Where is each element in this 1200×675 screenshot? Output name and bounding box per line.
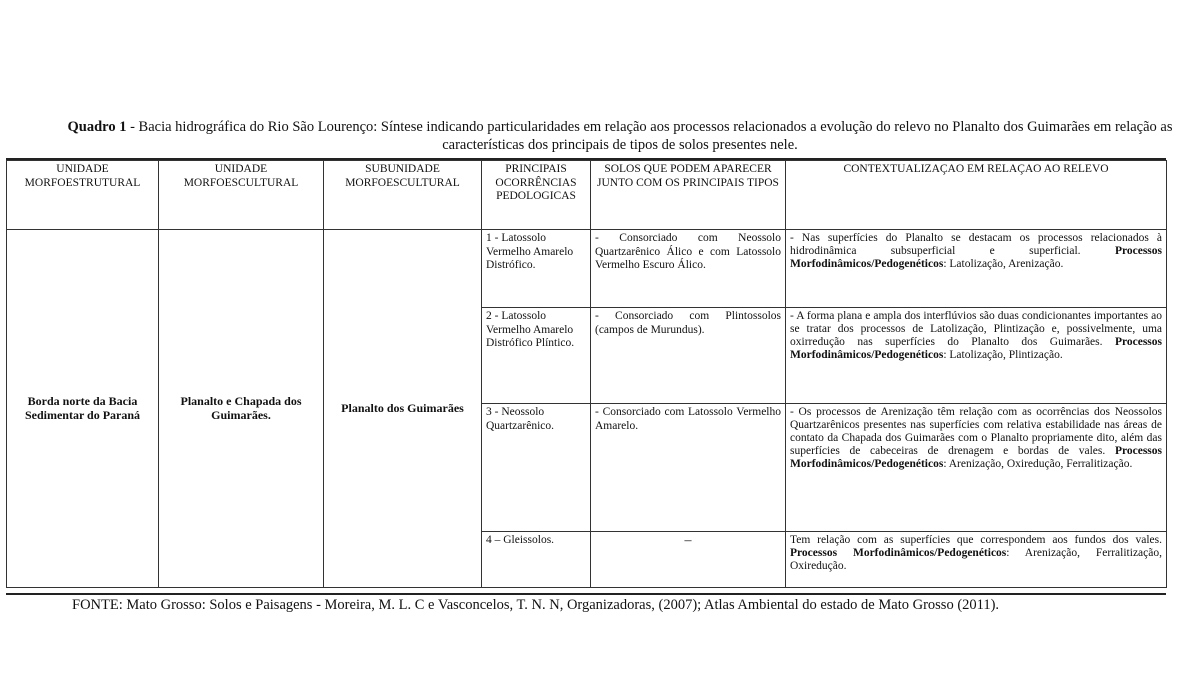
cell-soil: 2 - Latossolo Vermelho Amarelo Distrófico Plíntico. — [482, 308, 591, 404]
header-contextualizacao: CONTEXTUALIZAÇAO EM RELAÇAO AO RELEVO — [786, 161, 1167, 230]
source-note: FONTE: Mato Grosso: Solos e Paisagens - Moreira, M. L. C e Vasconcelos, T. N. N, Organizadoras, (2007); Atlas Ambiental do estado de Mato Grosso (2011). — [72, 597, 1000, 613]
cell-morfoestrutural: Borda norte da Bacia Sedimentar do Paraná — [7, 230, 159, 588]
header-subunidade: SUBUNIDADE MORFOESCULTURAL — [324, 161, 482, 230]
cell-soil: 1 - Latossolo Vermelho Amarelo Distrófico. — [482, 230, 591, 308]
empty-dash: – — [684, 533, 692, 548]
header-row — [7, 161, 1167, 230]
cell-morfoescultural: Planalto e Chapada dos Guimarães. — [159, 230, 324, 588]
cell-soil: 4 – Gleissolos. — [482, 532, 591, 588]
cell-context — [786, 404, 1167, 532]
ctx-process-list: : Arenização, Oxiredução, Ferralitização. — [943, 458, 1133, 470]
header-solos-associados: SOLOS QUE PODEM APARECER JUNTO COM OS PRINCIPAIS TIPOS — [591, 161, 786, 230]
ctx-process-label: Processos Morfodinâmicos/Pedogenéticos — [790, 245, 1162, 270]
header-ocorrencias: PRINCIPAIS OCORRÊNCIAS PEDOLOGICAS — [482, 161, 591, 230]
header-morfoescultural: UNIDADE MORFOESCULTURAL — [159, 161, 324, 230]
cell-assoc: - Consorciado com Latossolo Vermelho Amarelo. — [591, 404, 786, 532]
cell-subunidade: Planalto dos Guimarães — [324, 230, 482, 588]
caption-text: - Bacia hidrográfica do Rio São Lourenço: Síntese indicando particularidades em relação aos processos relacionados a evolução do relevo no Planalto dos Guimarães em relação as características dos principais de tipos de solos presentes nele. — [126, 119, 1173, 153]
ctx-process-label: Processos Morfodinâmicos/Pedogenéticos — [790, 336, 1162, 361]
table-row — [7, 230, 1167, 308]
soil-relief-table — [6, 160, 1167, 588]
ctx-process-list: : Latolização, Arenização. — [943, 258, 1064, 270]
caption-label: Quadro 1 — [67, 119, 127, 135]
cell-context — [786, 230, 1167, 308]
cell-soil: 3 - Neossolo Quartzarênico. — [482, 404, 591, 532]
header-morfoestrutural: UNIDADE MORFOESTRUTURAL — [7, 161, 159, 230]
cell-context — [786, 308, 1167, 404]
ctx-text: - Os processos de Arenização têm relação com as ocorrências dos Neossolos Quartzarênicos presentes nas superfícies com relativa estabilidade nas áreas de contato da Chapada dos Guimarães com o Planalto propriamente dito, além das superfícies de cabeceiras de drenagem e bordas de vales. — [790, 406, 1162, 457]
table-frame — [6, 158, 1166, 595]
table-caption — [40, 118, 1200, 154]
ctx-text: Tem relação com as superfícies que correspondem aos fundos dos vales. — [790, 534, 1162, 546]
cell-assoc — [591, 532, 786, 588]
ctx-process-label: Processos Morfodinâmicos/Pedogenéticos — [790, 445, 1162, 470]
cell-assoc: - Consorciado com Neossolo Quartzarênico Álico e com Latossolo Vermelho Escuro Álico. — [591, 230, 786, 308]
cell-context — [786, 532, 1167, 588]
cell-assoc: - Consorciado com Plintossolos (campos de Murundus). — [591, 308, 786, 404]
ctx-text: - A forma plana e ampla dos interflúvios são duas condicionantes importantes ao se tratar dos processos de Latolização, Plintização e, possivelmente, uma oxirredução nas superfícies do Planalto dos Guimarães. — [790, 310, 1162, 348]
ctx-process-list: : Latolização, Plintização. — [943, 349, 1063, 361]
ctx-process-label: Processos Morfodinâmicos/Pedogenéticos — [790, 547, 1007, 559]
ctx-text: - Nas superfícies do Planalto se destacam os processos relacionados à hidrodinâmica subsuperficial e superficial. — [790, 232, 1162, 257]
ctx-process-list: : Arenização, Ferralitização, Oxiredução. — [790, 547, 1162, 572]
